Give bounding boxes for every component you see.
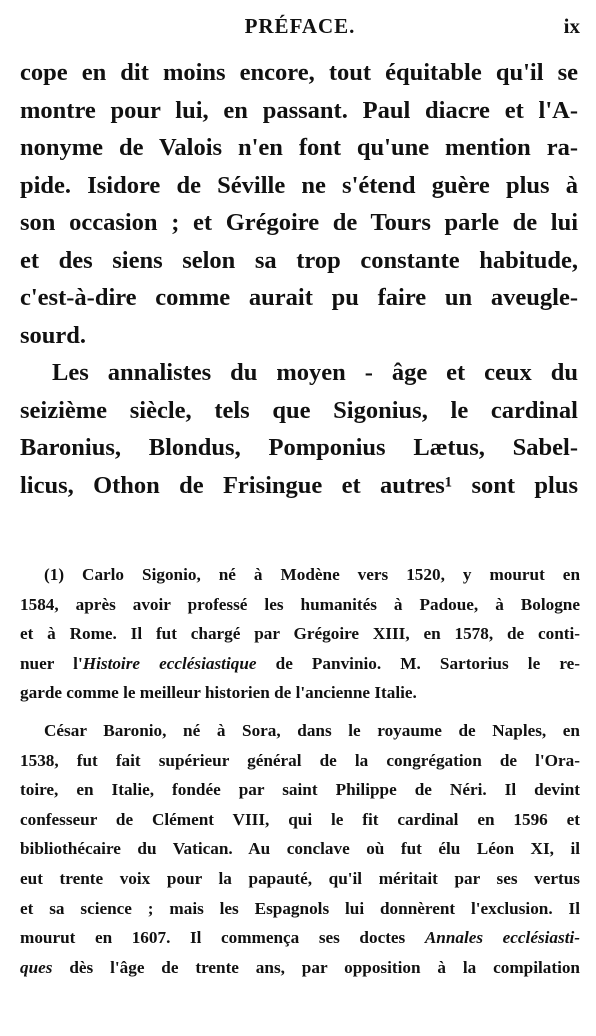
note-text: mourut en 1607. Il commença ses doctes [20, 928, 425, 948]
footnotes [20, 560, 580, 982]
text-line: cope en dit moins encore, tout équitable qu'il se [20, 59, 578, 86]
text-line: Baronius, Blondus, Pomponius Lætus, Sabel- [20, 434, 578, 461]
text-line: nonyme de Valois n'en font qu'une mention ra- [20, 134, 578, 161]
note-line [20, 649, 580, 679]
page-number: ix [563, 14, 580, 38]
text-line: et des siens selon sa trop constante habitude, [20, 246, 578, 274]
note-separator [20, 708, 580, 716]
note-line: bibliothécaire du Vatican. Au conclave où fut élu Léon XI, il [20, 839, 580, 859]
note-line: (1) Carlo Sigonio, né à Modène vers 1520, y mourut en [44, 565, 580, 584]
book-title: ques [20, 957, 53, 977]
text-line: Les annalistes du moyen - âge et ceux du [52, 359, 578, 386]
text-line: licus, Othon de Frisingue et autres¹ sont plus [20, 471, 578, 499]
note-text: nuer l' [20, 653, 83, 673]
text-line: son occasion ; et Grégoire de Tours parle de lui [20, 209, 578, 236]
text-line: montre pour lui, en passant. Paul diacre et l'A- [20, 96, 578, 124]
footnote-2 [20, 716, 580, 982]
running-head: PRÉFACE. [244, 14, 356, 38]
text-line: c'est-à-dire comme aurait pu faire un aveugle- [20, 284, 578, 311]
main-text [20, 54, 578, 504]
book-title: Histoire ecclésiastique [82, 653, 257, 673]
paragraph-2 [20, 354, 578, 504]
note-text: de Panvinio. M. Sartorius le re- [256, 653, 580, 673]
note-line: et sa science ; mais les Espagnols lui donnèrent l'exclusion. Il [20, 898, 580, 918]
note-text: dès l'âge de trente ans, par opposition à la compilation [52, 957, 580, 977]
paragraph-1 [20, 54, 578, 354]
note-line: et à Rome. Il fut chargé par Grégoire XIII, en 1578, de conti- [20, 624, 580, 644]
note-line: 1584, après avoir professé les humanités à Padoue, à Bologne [20, 594, 580, 614]
note-line: toire, en Italie, fondée par saint Philippe de Néri. Il devint [20, 780, 580, 800]
text-line: sourd. [20, 321, 87, 349]
note-line [20, 923, 580, 953]
page-header [20, 14, 580, 42]
footnote-1 [20, 560, 580, 708]
note-line: confesseur de Clément VIII, qui le fit cardinal en 1596 et [20, 809, 580, 829]
note-line [20, 953, 580, 983]
book-title: Annales ecclésiasti- [424, 928, 580, 948]
note-line: César Baronio, né à Sora, dans le royaume de Naples, en [44, 720, 580, 740]
note-line: 1538, fut fait supérieur général de la congrégation de l'Ora- [20, 750, 580, 770]
text-line: pide. Isidore de Séville ne s'étend guère plus à [20, 171, 578, 199]
text-line: seizième siècle, tels que Sigonius, le cardinal [20, 396, 578, 424]
note-line: eut trente voix pour la papauté, qu'il méritait par ses vertus [20, 868, 580, 888]
note-line: garde comme le meilleur historien de l'ancienne Italie. [20, 683, 417, 703]
